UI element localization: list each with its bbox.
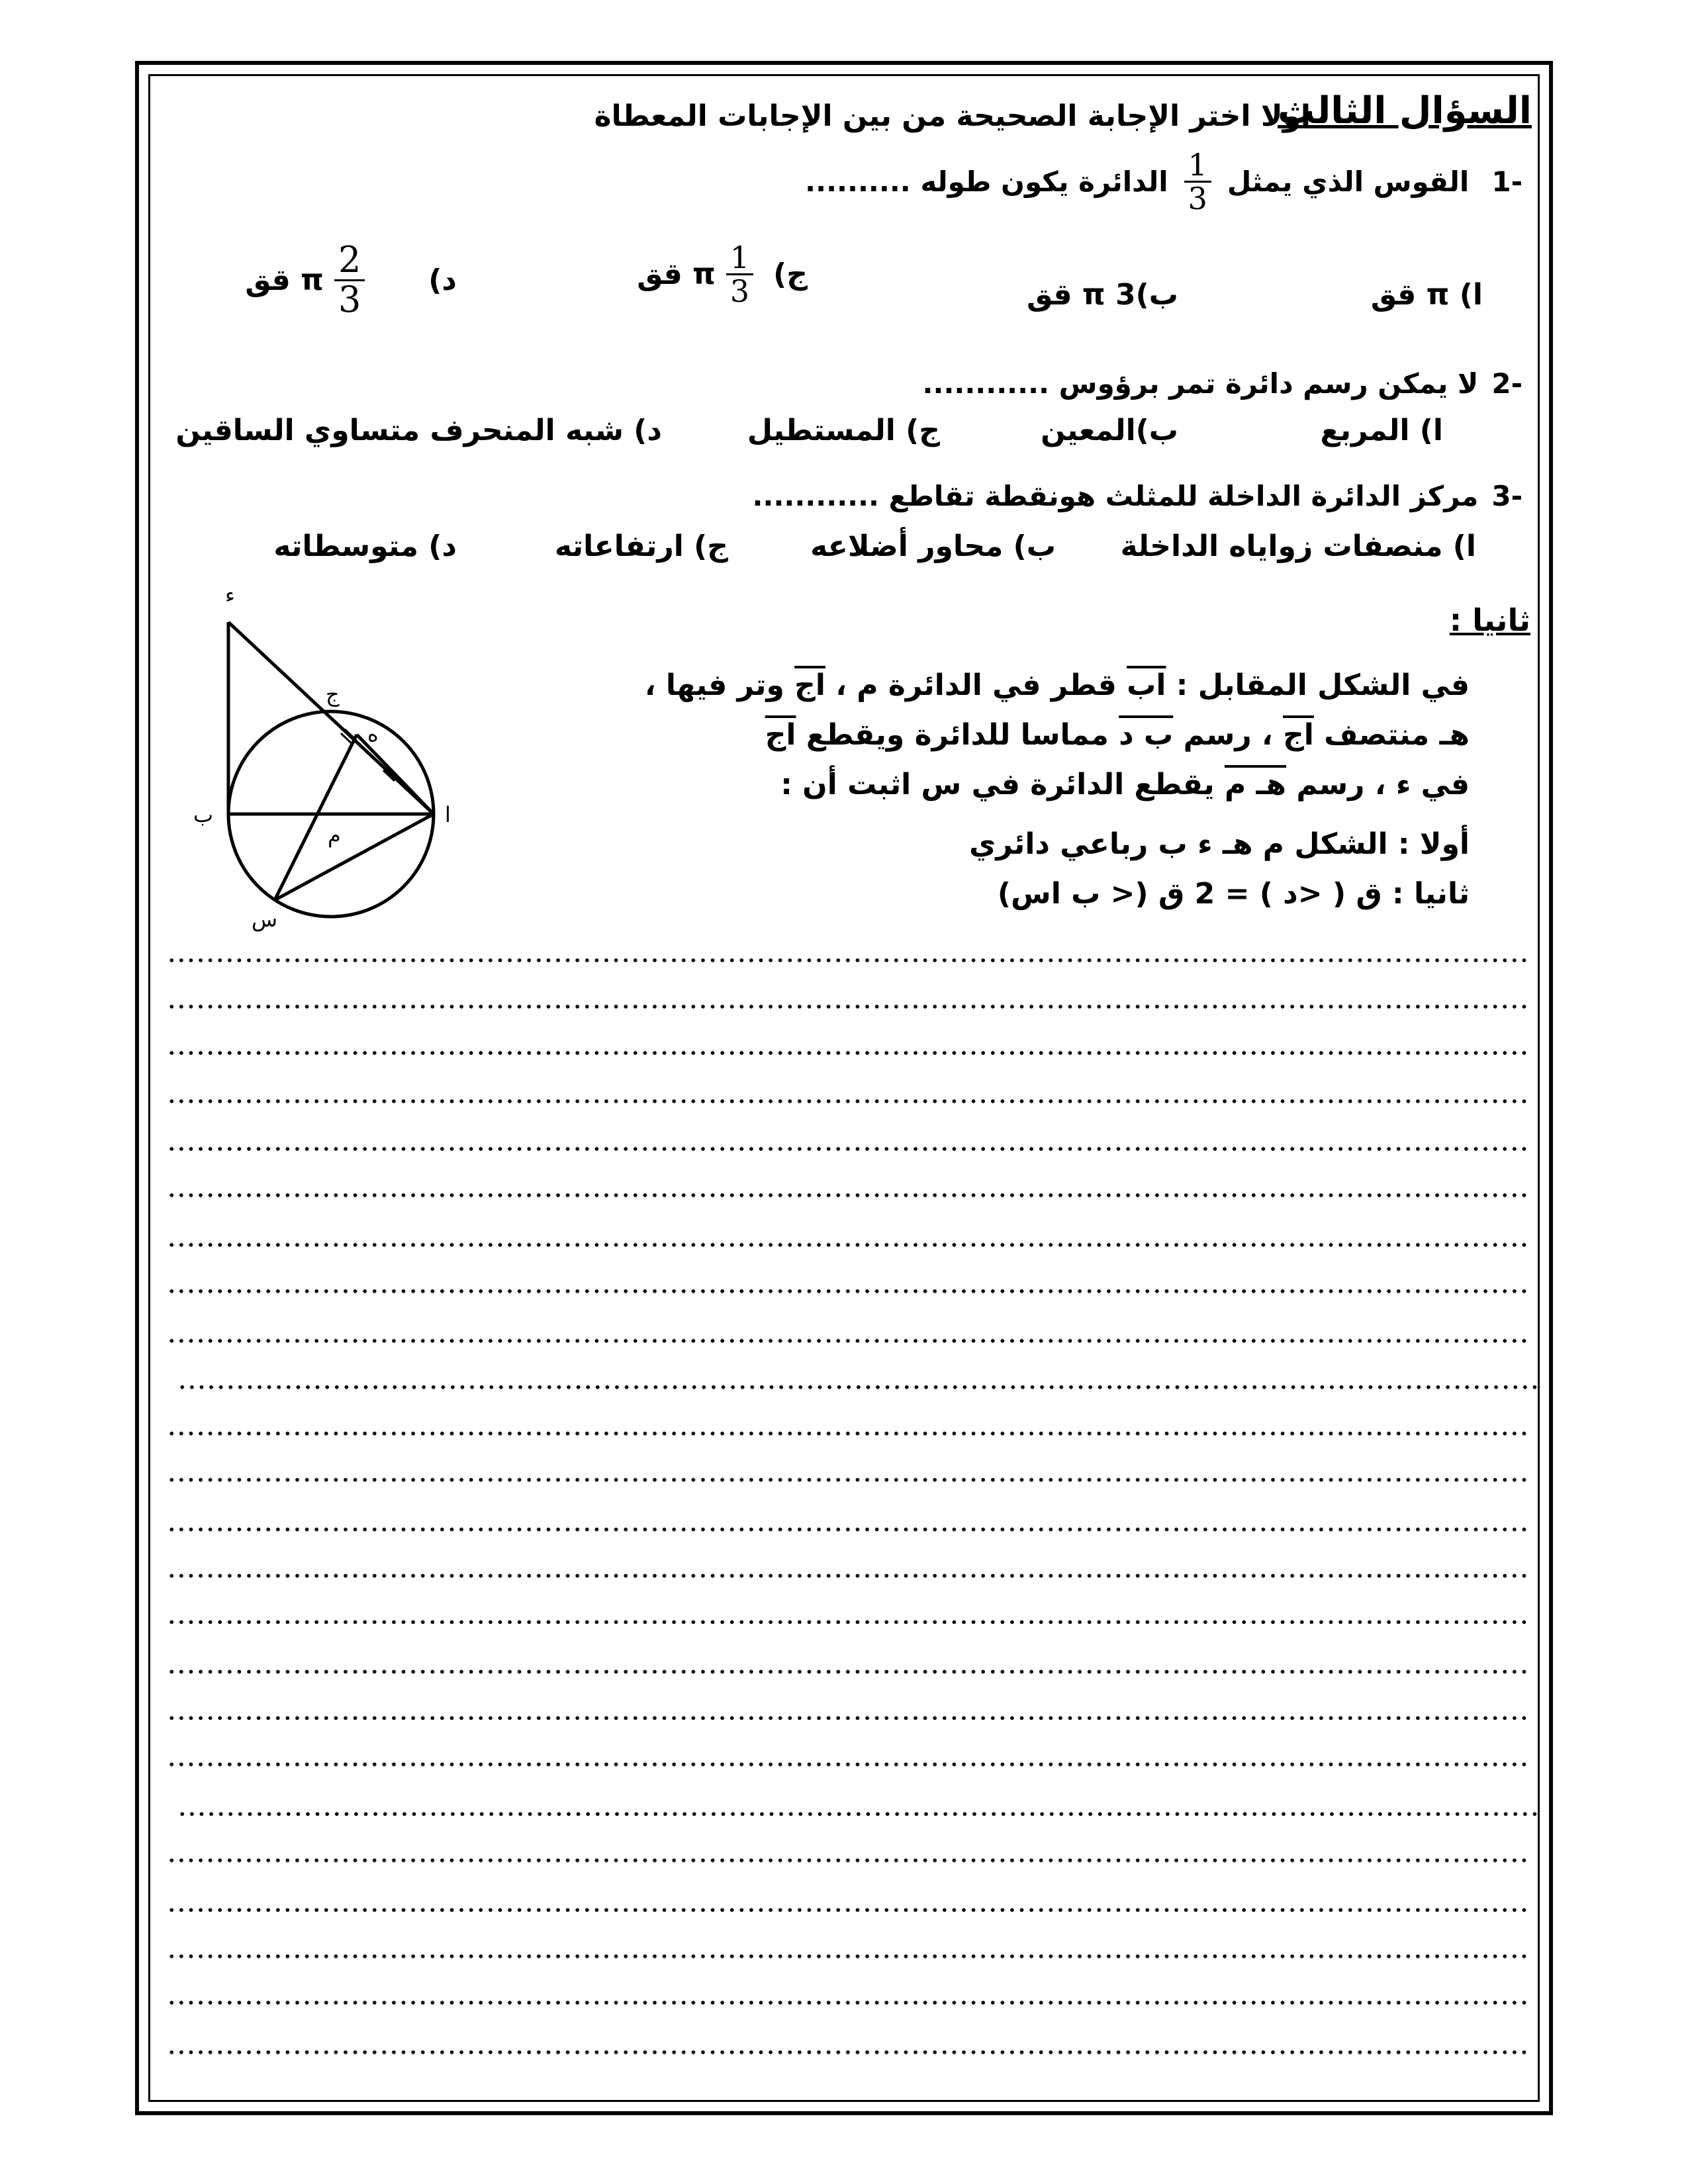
part2-line-3	[780, 768, 1470, 801]
answer-line[interactable]	[167, 1952, 1530, 1960]
answer-line[interactable]	[167, 1572, 1530, 1580]
answer-line[interactable]	[167, 1714, 1530, 1722]
q2-option-c[interactable]: ج) المستطيل	[747, 414, 940, 447]
q3-number: -3	[1491, 480, 1523, 512]
part2-line1-b: قطر في الدائرة م ،	[835, 668, 1117, 702]
chord-as	[275, 814, 434, 900]
part2-line3-b: يقطع الدائرة في س اثبت أن :	[780, 768, 1215, 801]
answer-line[interactable]	[167, 1241, 1530, 1249]
question-title: السؤال الثالث	[1277, 89, 1532, 132]
q1-option-c-rest: π قق	[637, 257, 716, 292]
answer-line[interactable]	[167, 1999, 1530, 2007]
answer-line[interactable]	[167, 1476, 1530, 1484]
part2-line1-c: وتر فيها ،	[644, 668, 784, 702]
answer-line[interactable]	[167, 1856, 1530, 1864]
answer-line[interactable]	[167, 1618, 1530, 1626]
label-h: ه	[367, 721, 379, 747]
segment-ab: اب	[1127, 668, 1166, 702]
q2-text: لا يمكن رسم دائرة تمر برؤوس ............	[922, 367, 1479, 400]
q1-option-d-label: د)	[428, 263, 457, 297]
q1-option-c-den: 3	[726, 273, 753, 307]
label-b: ب	[193, 802, 214, 827]
q1-stem	[805, 149, 1523, 215]
part2-heading: ثانيا :	[1449, 602, 1530, 638]
q1-number: -1	[1491, 165, 1523, 199]
q2-option-a[interactable]: ا) المربع	[1320, 414, 1443, 447]
q1-option-d-fraction	[334, 239, 365, 320]
geometry-figure	[185, 582, 490, 953]
answer-line[interactable]	[167, 956, 1530, 964]
q1-option-c-label: ج)	[773, 257, 808, 292]
answer-line[interactable]	[167, 1287, 1530, 1295]
answer-line[interactable]	[167, 1049, 1530, 1057]
answer-line[interactable]	[177, 1810, 1541, 1818]
q1-text-before: القوس الذي يمثل	[1227, 165, 1470, 199]
q1-option-a[interactable]: ا) π قق	[1370, 278, 1483, 312]
q1-fraction-num: 1	[1188, 147, 1207, 183]
q1-text-after: الدائرة يكون طوله ..........	[805, 165, 1168, 199]
part2-line3-a: في ء ، رسم	[1296, 768, 1470, 801]
question-instruction: اولا اختر الإجابة الصحيحة من بين الإجابات المعطاة	[594, 99, 1311, 133]
segment-ac-2: اج	[1283, 718, 1314, 752]
label-d: ء	[225, 582, 236, 608]
part2-line-1	[645, 668, 1470, 702]
answer-line[interactable]	[167, 1191, 1530, 1199]
segment-ac: اج	[794, 668, 825, 702]
answer-line[interactable]	[167, 1003, 1530, 1011]
q1-option-c[interactable]	[637, 242, 808, 308]
answer-line[interactable]	[167, 1097, 1530, 1105]
q1-option-b[interactable]: ب)3 π قق	[1027, 278, 1178, 312]
q1-option-d[interactable]	[245, 239, 457, 320]
answer-line[interactable]	[177, 1383, 1541, 1391]
answer-line[interactable]	[167, 1525, 1530, 1533]
line-hs	[275, 735, 357, 900]
q3-option-d[interactable]: د) متوسطاته	[273, 529, 457, 563]
ray-hm: هـ م	[1224, 768, 1287, 801]
q3-option-b[interactable]: ب) محاور أضلاعه	[810, 529, 1056, 563]
q2-number: -2	[1491, 367, 1523, 400]
label-s: س	[252, 907, 278, 932]
answer-line[interactable]	[167, 2048, 1530, 2056]
part2-line1-a: في الشكل المقابل :	[1176, 668, 1470, 702]
proof-item-2: ثانيا : ق ( <د ) = 2 ق (< ب اس)	[997, 877, 1470, 911]
answer-line[interactable]	[167, 1145, 1530, 1153]
answer-line[interactable]	[167, 1668, 1530, 1676]
label-c: ج	[326, 682, 340, 707]
label-a: ا	[445, 802, 451, 827]
q2-stem	[923, 367, 1523, 400]
q3-text: مركز الدائرة الداخلة للمثلث هونقطة تقاطع ............	[752, 480, 1479, 512]
q2-option-d[interactable]: د) شبه المنحرف متساوي الساقين	[175, 414, 662, 447]
answer-line[interactable]	[167, 1760, 1530, 1768]
q1-option-c-num: 1	[729, 240, 750, 275]
ray-ac: اج	[765, 718, 796, 752]
part2-line-2	[765, 718, 1470, 752]
q3-option-c[interactable]: ج) ارتفاعاته	[554, 529, 728, 563]
ray-bd: ب د	[1119, 718, 1174, 752]
q1-fraction-den: 3	[1184, 181, 1211, 214]
answer-line[interactable]	[167, 1906, 1530, 1914]
q3-stem	[753, 480, 1523, 512]
q2-option-b[interactable]: ب)المعين	[1041, 414, 1178, 447]
q1-option-d-den: 3	[334, 279, 365, 319]
part2-line2-a: هـ منتصف	[1324, 718, 1470, 752]
q1-option-d-num: 2	[338, 239, 361, 281]
label-m: م	[328, 823, 341, 848]
q1-fraction	[1184, 149, 1211, 215]
q1-option-d-rest: π قق	[245, 263, 324, 297]
q1-option-c-fraction	[726, 242, 753, 308]
proof-item-1: أولا : الشكل م هـ ء ب رباعي دائري	[969, 827, 1470, 861]
part2-line2-b: ، رسم	[1183, 718, 1273, 752]
answer-line[interactable]	[167, 1337, 1530, 1345]
q3-option-a[interactable]: ا) منصفات زواياه الداخلة	[1120, 529, 1476, 563]
part2-line2-c: مماسا للدائرة ويقطع	[806, 718, 1109, 752]
answer-line[interactable]	[167, 1430, 1530, 1437]
